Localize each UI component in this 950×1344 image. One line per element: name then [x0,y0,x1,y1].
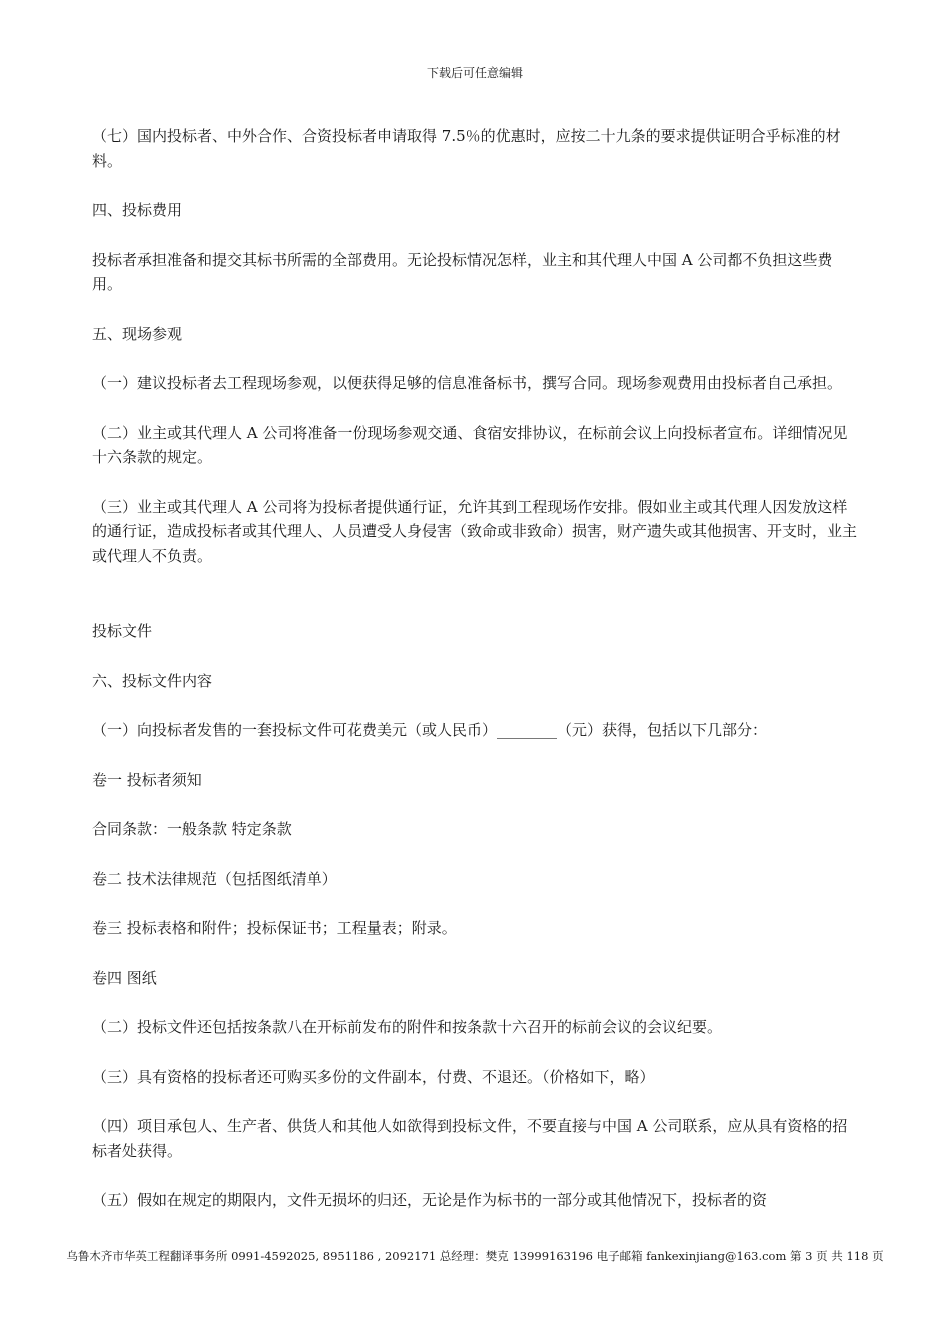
page-footer: 乌鲁木齐市华英工程翻译事务所 0991-4592025, 8951186 , 2092171 总经理：樊克 13999163196 电子邮箱 fankexinjiang@163.com 第 3 页 共 118 页 [66,1249,884,1263]
paragraph-return-documents: （五）假如在规定的期限内，文件无损坏的归还，无论是作为标书的一部分或其他情况下，投标者的资 [92,1191,768,1209]
volume-two-item: 卷二 技术法律规范（包括图纸清单） [92,869,337,888]
section-heading-bid-costs: 四、投标费用 [92,201,183,219]
paragraph-site-visit-3: （三）业主或其代理人 A 公司将为投标者提供通行证，允许其到工程现场作安排。假如业主或其代理人因发放这样的通行证，造成投标者或其代理人、人员遭受人身侵害（致命或非致命）损害，财产遗失或其他损害、开支时，业主或代理人不负责。 [92,497,858,565]
paragraph-site-visit-2: （二）业主或其代理人 A 公司将准备一份现场参观交通、食宿安排协议，在标前会议上向投标者宣布。详细情况见十六条款的规定。 [92,423,848,466]
document-body [92,124,862,1212]
volume-one-item: 卷一 投标者须知 [92,770,202,789]
page-header: 下载后可任意编辑 [426,66,523,80]
paragraph-documents-addenda: （二）投标文件还包括按条款八在开标前发布的附件和按条款十六召开的标前会议的会议纪要。 [92,1018,723,1036]
paragraph-extra-copies: （三）具有资格的投标者还可购买多份的文件副本，付费、不退还。（价格如下，略） [92,1067,655,1086]
paragraph-site-visit-1: （一）建议投标者去工程现场参观，以便获得足够的信息准备标书，撰写合同。现场参观费用由投标者自己承担。 [92,374,843,392]
paragraph-document-price: （一）向投标者发售的一套投标文件可花费美元（或人民币）________（元）获得，包括以下几部分： [92,721,768,739]
section-heading-document-contents: 六、投标文件内容 [92,671,213,690]
volume-three-item: 卷三 投标表格和附件；投标保证书；工程量表；附录。 [92,919,457,937]
paragraph-bid-costs: 投标者承担准备和提交其标书所需的全部费用。无论投标情况怎样，业主和其代理人中国 A 公司都不负担这些费用。 [92,250,833,293]
part-heading-bid-documents: 投标文件 [92,622,153,640]
paragraph-obtaining-documents: （四）项目承包人、生产者、供货人和其他人如欲得到投标文件，不要直接与中国 A 公司联系，应从具有资格的招标者处获得。 [92,1117,848,1160]
section-heading-site-visit: 五、现场参观 [92,324,183,343]
paragraph-preference-clause: （七）国内投标者、中外合作、合资投标者申请取得 7.5％的优惠时，应按二十九条的要求提供证明合乎标准的材料。 [92,127,841,170]
volume-four-item: 卷四 图纸 [92,968,157,987]
contract-terms-item: 合同条款：一般条款 特定条款 [92,820,292,838]
